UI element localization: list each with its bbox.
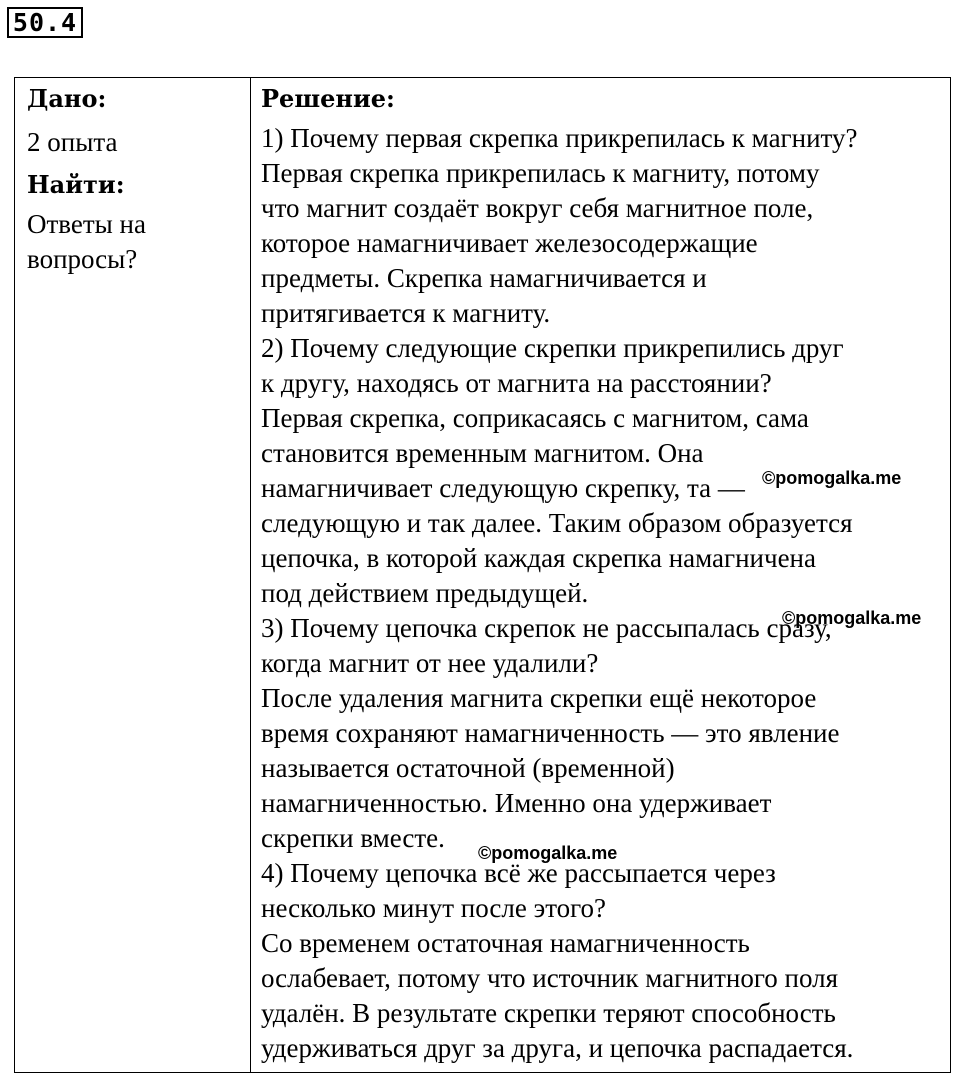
solution-line: время сохраняют намагниченность — это явление [261, 718, 840, 748]
solution-line: следующую и так далее. Таким образом образуется [261, 508, 853, 538]
solution-line: намагниченностью. Именно она удерживает [261, 788, 772, 818]
task-table [14, 77, 951, 1073]
solution-line: скрепки вместе. [261, 823, 445, 853]
problem-number: 50.4 [7, 7, 83, 38]
solution-line: После удаления магнита скрепки ещё некоторое [261, 683, 817, 713]
solution-line: к другу, находясь от магнита на расстоянии? [261, 368, 772, 398]
find-line: вопросы? [27, 244, 138, 274]
solution-line: когда магнит от нее удалили? [261, 648, 599, 678]
given-header: Дано: [27, 84, 107, 113]
solution-line: удалён. В результате скрепки теряют способность [261, 998, 836, 1028]
solution-line: несколько минут после этого? [261, 893, 607, 923]
solution-line: Первая скрепка, соприкасаясь с магнитом, сама [261, 403, 809, 433]
solution-line: притягивается к магниту. [261, 298, 551, 328]
solution-line: что магнит создаёт вокруг себя магнитное поле, [261, 193, 814, 223]
watermark: ©pomogalka.me [762, 468, 902, 488]
solution-header: Решение: [261, 84, 395, 113]
find-header: Найти: [27, 170, 125, 199]
solution-text [261, 121, 951, 1066]
column-divider [250, 78, 251, 1072]
solution-line: удерживаться друг за друга, и цепочка распадается. [261, 1033, 854, 1063]
watermark: ©pomogalka.me [478, 843, 618, 863]
solution-line: под действием предыдущей. [261, 578, 589, 608]
solution-column [261, 78, 951, 1066]
watermark: ©pomogalka.me [782, 608, 922, 628]
solution-line: 1) Почему первая скрепка прикрепилась к магниту? [261, 123, 858, 153]
solution-line: Первая скрепка прикрепилась к магниту, потому [261, 158, 820, 188]
solution-line: становится временным магнитом. Она [261, 438, 704, 468]
solution-line: 2) Почему следующие скрепки прикрепились друг [261, 333, 844, 363]
solution-line: 3) Почему цепочка скрепок не рассыпалась сразу, [261, 613, 832, 643]
solution-line: цепочка, в которой каждая скрепка намагничена [261, 543, 816, 573]
solution-line: намагничивает следующую скрепку, та — [261, 473, 745, 503]
solution-line: предметы. Скрепка намагничивается и [261, 263, 707, 293]
solution-line: ослабевает, потому что источник магнитного поля [261, 963, 839, 993]
find-line: Ответы на [27, 209, 146, 239]
given-column [27, 78, 242, 277]
solution-line: Со временем остаточная намагниченность [261, 928, 750, 958]
given-value: 2 опыта [27, 127, 118, 157]
solution-line: 4) Почему цепочка всё же рассыпается через [261, 858, 776, 888]
solution-line: называется остаточной (временной) [261, 753, 675, 783]
solution-line: которое намагничивает железосодержащие [261, 228, 758, 258]
